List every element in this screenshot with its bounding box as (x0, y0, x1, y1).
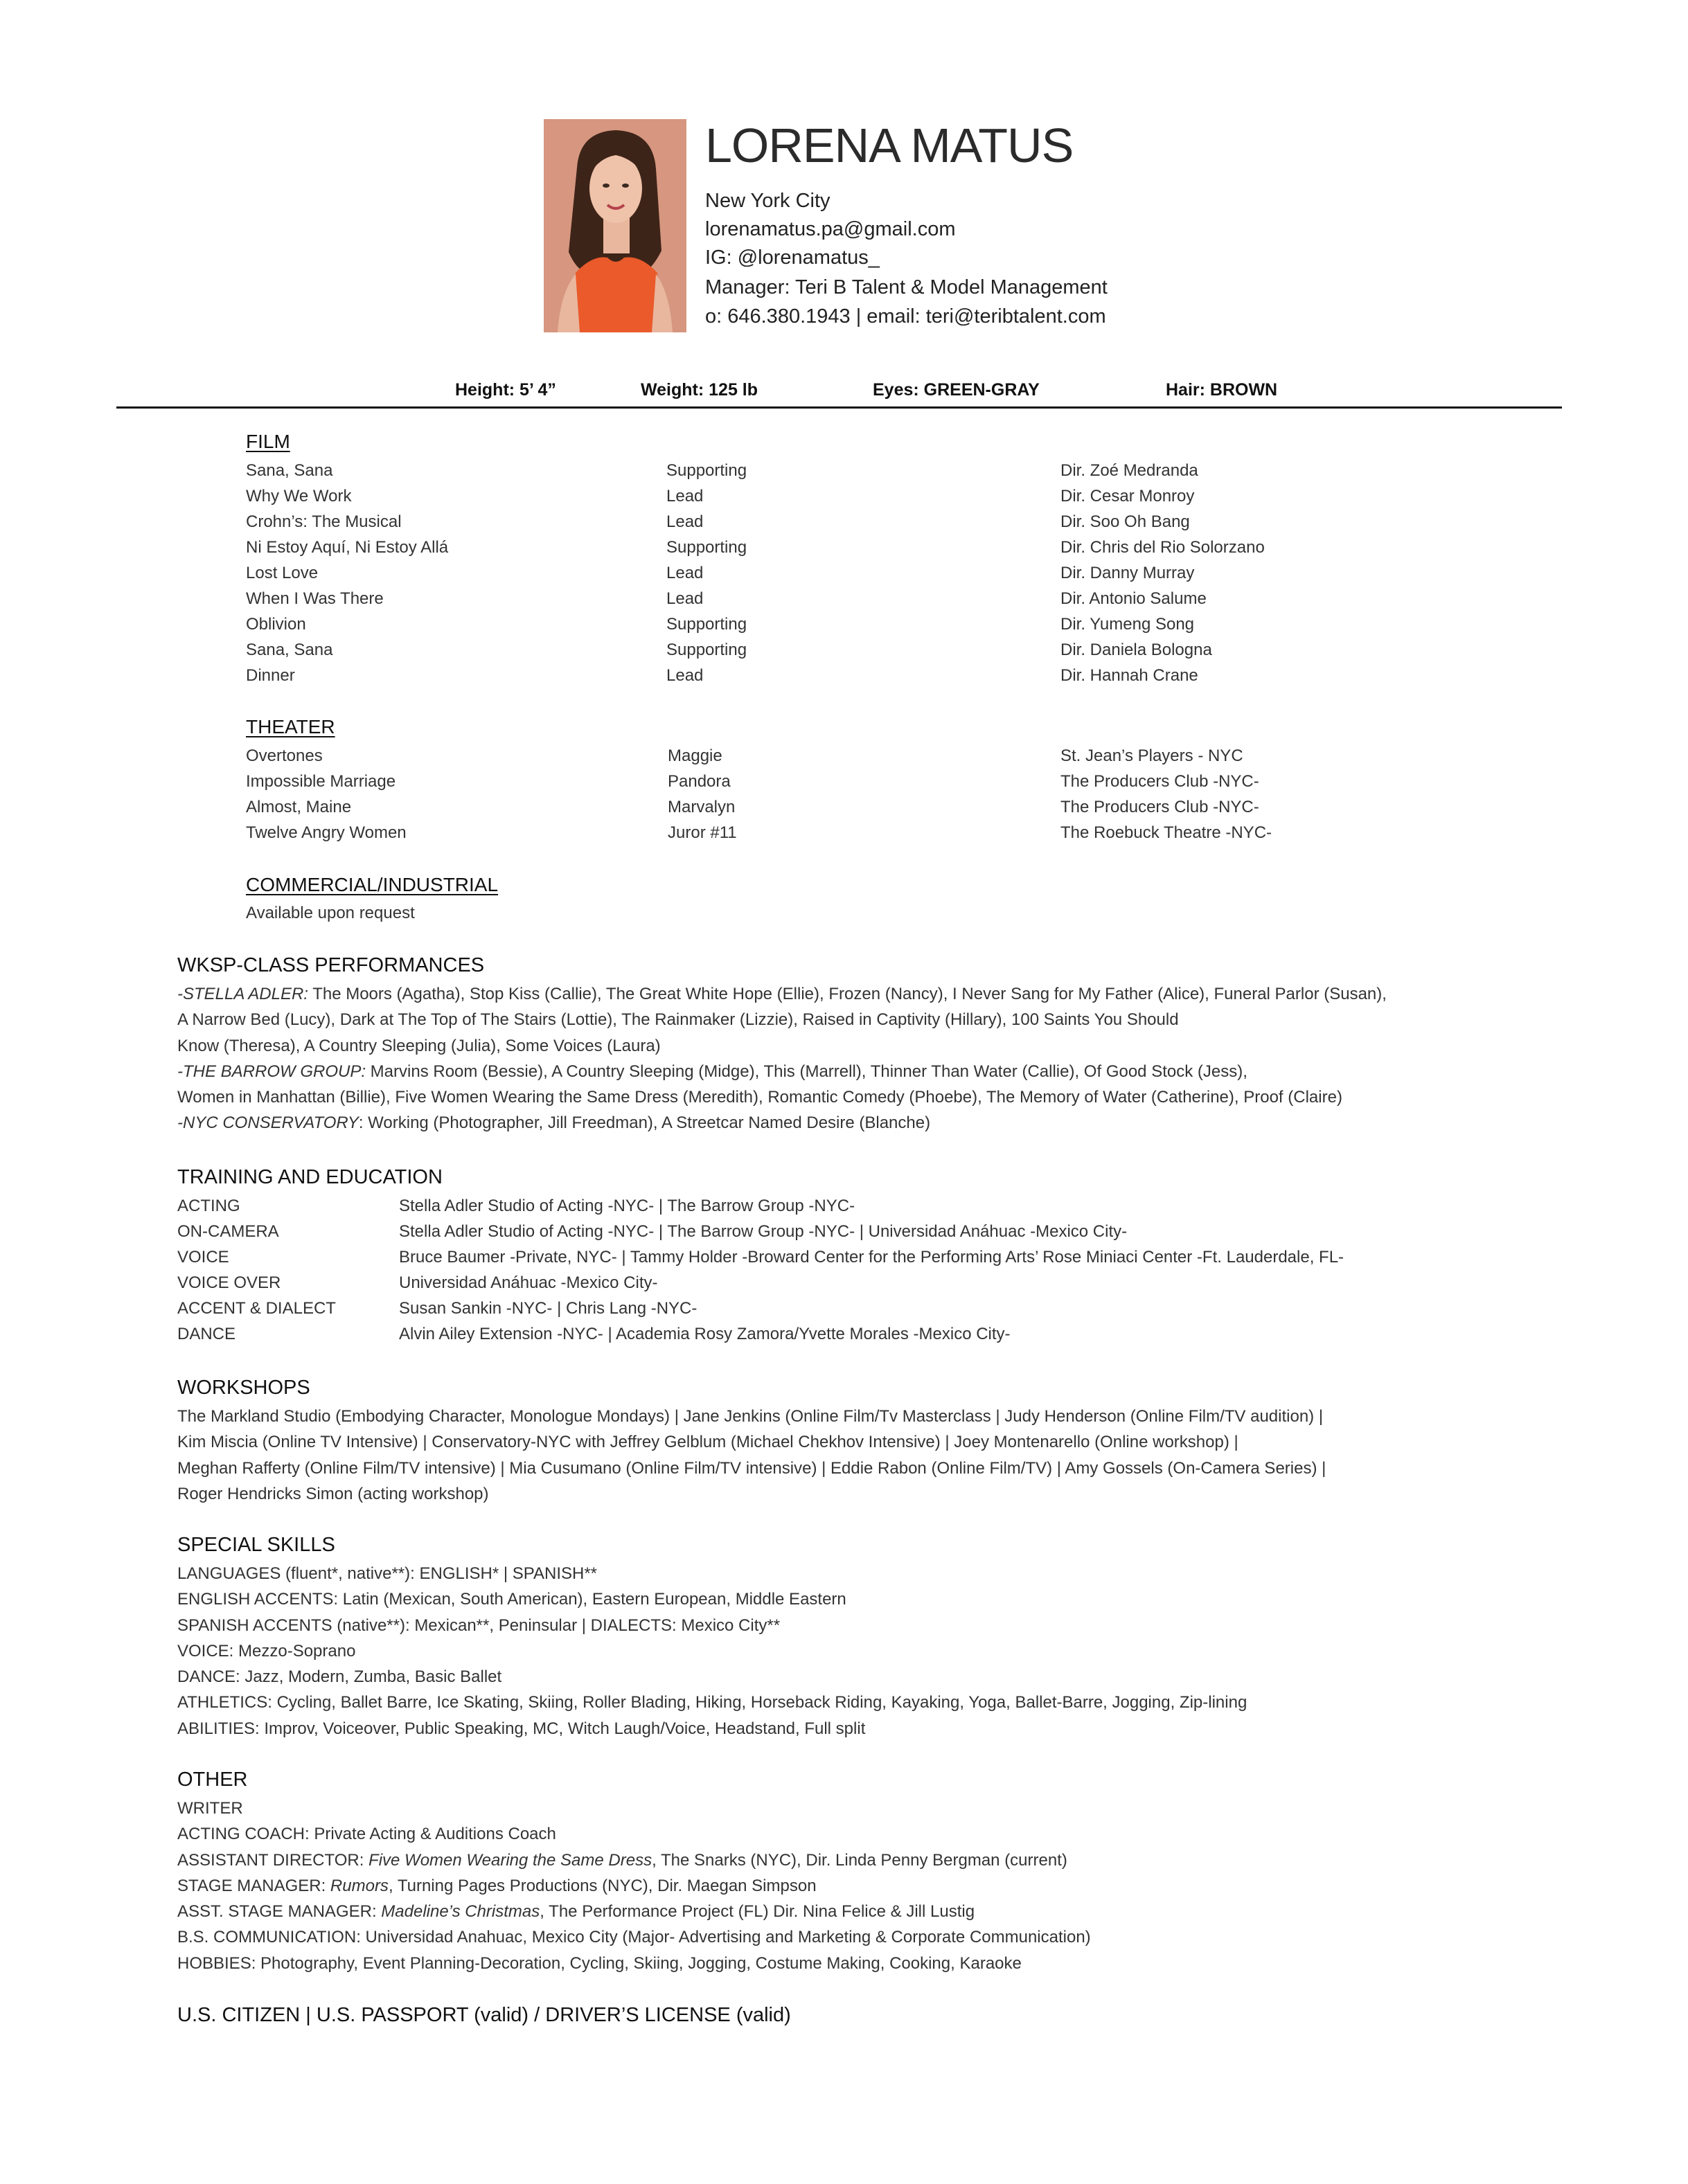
stat-height: Height: 5’ 4” (455, 380, 556, 400)
contact-location: New York City (705, 190, 830, 212)
skill-line: VOICE: Mezzo-Soprano (177, 1641, 356, 1661)
training-heading: TRAINING AND EDUCATION (177, 1166, 443, 1188)
workshop-line: Kim Miscia (Online TV Intensive) | Conservatory-NYC with Jeffrey Gelblum (Michael Chekhov Intensive) | Joey Montenarello (Online workshop) | (177, 1433, 1238, 1452)
table-row (246, 663, 1423, 688)
film-director: Dir. Yumeng Song (1060, 615, 1195, 634)
workshop-line: The Markland Studio (Embodying Character, Monologue Mondays) | Jane Jenkins (Online Film/Tv Masterclass | Judy Henderson (Online Film/TV audition) | (177, 1407, 1324, 1426)
film-role: Lead (666, 512, 704, 531)
film-director: Dir. Cesar Monroy (1060, 487, 1195, 505)
table-row (246, 820, 1423, 845)
play-title: Almost, Maine (246, 798, 352, 816)
wksp-line: -THE BARROW GROUP: Marvins Room (Bessie), A Country Sleeping (Midge), This (Marrell), Thinner Than Water (Callie), Of Good Stock (Jess), (177, 1062, 1247, 1081)
wksp-line: -STELLA ADLER: The Moors (Agatha), Stop Kiss (Callie), The Great White Hope (Ellie), Frozen (Nancy), I Never Sang for My Father (Alice), Funeral Parlor (Susan), (177, 985, 1387, 1003)
training-category: ON-CAMERA (177, 1222, 279, 1241)
film-heading: FILM (246, 431, 290, 452)
play-venue: St. Jean’s Players - NYC (1060, 746, 1243, 765)
skill-line: LANGUAGES (fluent*, native**): ENGLISH* | SPANISH** (177, 1564, 598, 1583)
stat-hair: Hair: BROWN (1166, 380, 1278, 400)
table-row (177, 1270, 1563, 1296)
table-row (246, 560, 1423, 586)
skill-line: SPANISH ACCENTS (native**): Mexican**, Peninsular | DIALECTS: Mexico City** (177, 1615, 781, 1635)
film-director: Dir. Daniela Bologna (1060, 641, 1212, 659)
other-line: HOBBIES: Photography, Event Planning-Decoration, Cycling, Skiing, Jogging, Costume Making, Cooking, Karaoke (177, 1953, 1022, 1973)
film-title: When I Was There (246, 589, 384, 608)
play-role: Marvalyn (668, 798, 736, 816)
training-category: VOICE OVER (177, 1273, 281, 1292)
film-table (246, 458, 1423, 688)
skills-body (177, 1561, 1247, 1742)
training-table (177, 1193, 1563, 1347)
commercial-text: Available upon request (246, 904, 415, 922)
table-row (246, 509, 1423, 535)
wksp-body (177, 981, 1387, 1136)
table-row (246, 586, 1423, 611)
film-title: Lost Love (246, 564, 319, 582)
contact-manager-phone-email[interactable]: o: 646.380.1943 | email: teri@teribtalent.com (705, 305, 1106, 328)
training-detail: Universidad Anáhuac -Mexico City- (399, 1273, 658, 1292)
play-title: Twelve Angry Women (246, 823, 407, 842)
film-role: Lead (666, 589, 704, 608)
wksp-line: Know (Theresa), A Country Sleeping (Julia), Some Voices (Laura) (177, 1036, 661, 1055)
workshops-heading: WORKSHOPS (177, 1377, 310, 1399)
barrow-group-label: -THE BARROW GROUP: (177, 1062, 366, 1081)
training-detail: Stella Adler Studio of Acting -NYC- | The Barrow Group -NYC- (399, 1197, 855, 1215)
table-row (246, 794, 1423, 820)
film-director: Dir. Soo Oh Bang (1060, 512, 1190, 531)
contact-email[interactable]: lorenamatus.pa@gmail.com (705, 218, 956, 240)
training-category: VOICE (177, 1248, 229, 1266)
training-detail: Stella Adler Studio of Acting -NYC- | The Barrow Group -NYC- | Universidad Anáhuac -Mexico City- (399, 1222, 1128, 1241)
other-line: ASSISTANT DIRECTOR: Five Women Wearing the Same Dress, The Snarks (NYC), Dir. Linda Penny Bergman (current) (177, 1850, 1067, 1870)
training-category: ACCENT & DIALECT (177, 1299, 336, 1318)
contact-manager: Manager: Teri B Talent & Model Management (705, 276, 1108, 298)
wksp-heading: WKSP-CLASS PERFORMANCES (177, 954, 485, 976)
play-title: Overtones (246, 746, 323, 765)
headshot-photo (544, 119, 686, 332)
training-category: DANCE (177, 1325, 236, 1343)
training-category: ACTING (177, 1197, 240, 1215)
skill-line: ABILITIES: Improv, Voiceover, Public Speaking, MC, Witch Laugh/Voice, Headstand, Full split (177, 1719, 866, 1738)
table-row (177, 1244, 1563, 1270)
nyc-conservatory-label: -NYC CONSERVATORY (177, 1113, 359, 1133)
film-title: Ni Estoy Aquí, Ni Estoy Allá (246, 538, 449, 557)
stat-eyes: Eyes: GREEN-GRAY (873, 380, 1040, 400)
training-detail: Bruce Baumer -Private, NYC- | Tammy Holder -Broward Center for the Performing Arts’ Rose Miniaci Center -Ft. Lauderdale, FL- (399, 1248, 1344, 1266)
play-venue: The Producers Club -NYC- (1060, 798, 1259, 816)
table-row (246, 458, 1423, 483)
commercial-heading: COMMERCIAL/INDUSTRIAL (246, 874, 499, 895)
play-venue: The Producers Club -NYC- (1060, 772, 1259, 791)
table-row (246, 611, 1423, 637)
training-detail: Susan Sankin -NYC- | Chris Lang -NYC- (399, 1299, 698, 1318)
table-row (246, 483, 1423, 509)
stella-adler-label: -STELLA ADLER: (177, 985, 308, 1003)
table-row (246, 637, 1423, 663)
film-title: Why We Work (246, 487, 352, 505)
play-title: Impossible Marriage (246, 772, 396, 791)
film-director: Dir. Chris del Rio Solorzano (1060, 538, 1265, 557)
workshop-line: Meghan Rafferty (Online Film/TV intensive) | Mia Cusumano (Online Film/TV intensive) | Eddie Rabon (Online Film/TV) | Amy Gossels (On-Camera Series) | (177, 1458, 1326, 1478)
table-row (177, 1296, 1563, 1321)
table-row (246, 743, 1423, 769)
table-row (246, 769, 1423, 794)
table-row (177, 1321, 1563, 1347)
table-row (177, 1193, 1563, 1219)
skill-line: ENGLISH ACCENTS: Latin (Mexican, South American), Eastern European, Middle Eastern (177, 1590, 846, 1609)
film-title: Sana, Sana (246, 641, 333, 659)
film-title: Dinner (246, 666, 295, 685)
film-title: Oblivion (246, 615, 306, 634)
skill-line: ATHLETICS: Cycling, Ballet Barre, Ice Skating, Skiing, Roller Blading, Hiking, Horseback Riding, Kayaking, Yoga, Ballet-Barre, Jogging, Zip-lining (177, 1693, 1247, 1712)
training-detail: Alvin Ailey Extension -NYC- | Academia Rosy Zamora/Yvette Morales -Mexico City- (399, 1325, 1011, 1343)
citizenship-footer: U.S. CITIZEN | U.S. PASSPORT (valid) / DRIVER’S LICENSE (valid) (177, 2004, 791, 2026)
theater-heading: THEATER (246, 716, 335, 737)
other-line: WRITER (177, 1799, 243, 1818)
film-title: Sana, Sana (246, 461, 333, 480)
film-director: Dir. Hannah Crane (1060, 666, 1198, 685)
film-role: Supporting (666, 461, 747, 480)
wksp-line: A Narrow Bed (Lucy), Dark at The Top of The Stairs (Lottie), The Rainmaker (Lizzie), Raised in Captivity (Hillary), 100 Saints You Should (177, 1010, 1179, 1030)
table-row (177, 1219, 1563, 1244)
headshot-illustration (544, 119, 686, 332)
workshop-line: Roger Hendricks Simon (acting workshop) (177, 1484, 489, 1503)
wksp-line: Women in Manhattan (Billie), Five Women Wearing the Same Dress (Meredith), Romantic Comedy (Phoebe), The Memory of Water (Catherine), Proof (Claire) (177, 1088, 1342, 1107)
actor-name: LORENA MATUS (705, 118, 1074, 172)
play-venue: The Roebuck Theatre -NYC- (1060, 823, 1272, 842)
stat-weight: Weight: 125 lb (641, 380, 758, 400)
other-line: ACTING COACH: Private Acting & Auditions Coach (177, 1825, 556, 1844)
skills-heading: SPECIAL SKILLS (177, 1534, 335, 1556)
play-role: Juror #11 (668, 823, 737, 842)
theater-table (246, 743, 1423, 845)
contact-instagram[interactable]: IG: @lorenamatus_ (705, 247, 880, 269)
workshops-body (177, 1404, 1326, 1507)
film-role: Lead (666, 564, 704, 582)
table-row (246, 535, 1423, 560)
other-heading: OTHER (177, 1769, 248, 1791)
play-role: Pandora (668, 772, 731, 791)
film-role: Lead (666, 666, 704, 685)
wksp-line: -NYC CONSERVATORY: Working (Photographer, Jill Freedman), A Streetcar Named Desire (Blanche) (177, 1113, 931, 1133)
film-director: Dir. Zoé Medranda (1060, 461, 1198, 480)
film-director: Dir. Antonio Salume (1060, 589, 1207, 608)
film-title: Crohn’s: The Musical (246, 512, 402, 531)
other-line: B.S. COMMUNICATION: Universidad Anahuac, Mexico City (Major- Advertising and Marketing & Corporate Communication) (177, 1928, 1091, 1947)
film-role: Supporting (666, 641, 747, 659)
skill-line: DANCE: Jazz, Modern, Zumba, Basic Ballet (177, 1667, 502, 1687)
film-role: Supporting (666, 615, 747, 634)
header-divider (116, 406, 1562, 409)
film-role: Supporting (666, 538, 747, 557)
other-line: STAGE MANAGER: Rumors, Turning Pages Productions (NYC), Dir. Maegan Simpson (177, 1876, 817, 1895)
film-director: Dir. Danny Murray (1060, 564, 1195, 582)
film-role: Lead (666, 487, 704, 505)
other-body (177, 1796, 1091, 1976)
play-role: Maggie (668, 746, 722, 765)
other-line: ASST. STAGE MANAGER: Madeline’s Christmas, The Performance Project (FL) Dir. Nina Felice & Jill Lustig (177, 1902, 975, 1922)
